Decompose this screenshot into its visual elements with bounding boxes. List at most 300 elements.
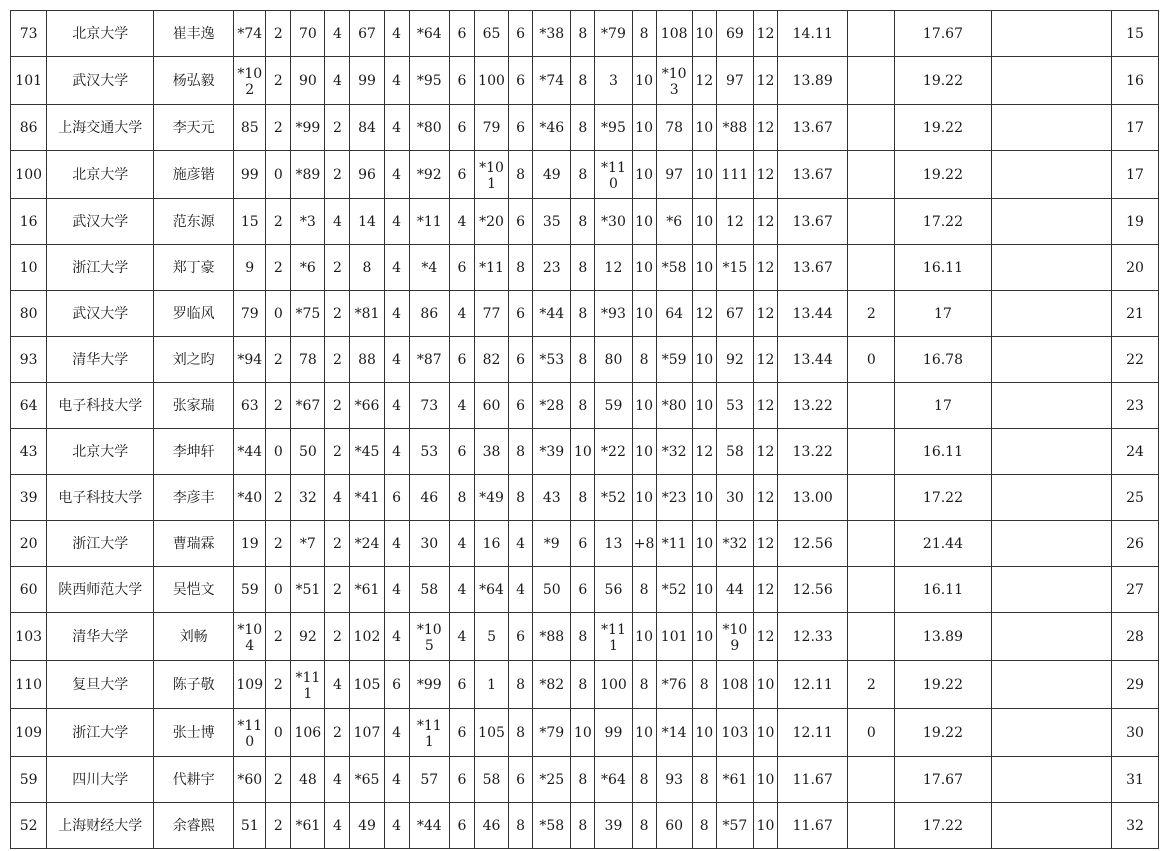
points-cell: *10 2 [234, 57, 266, 105]
value-cell: 6 [509, 613, 533, 661]
points-cell: 65 [474, 11, 508, 57]
university-cell: 北京大学 [47, 429, 154, 475]
remark-cell [991, 57, 1111, 105]
points-cell: 44 [716, 567, 753, 613]
points-cell: *51 [291, 567, 325, 613]
points-cell: 51 [234, 803, 266, 849]
value-cell: 8 [450, 475, 475, 521]
value-cell: 4 [450, 383, 475, 429]
total-cell: 21.44 [895, 521, 992, 567]
points-cell: 97 [716, 57, 753, 105]
points-cell: *94 [234, 337, 266, 383]
points-cell: 63 [234, 383, 266, 429]
points-cell: 99 [234, 151, 266, 199]
points-cell: 59 [234, 567, 266, 613]
value-cell: 8 [509, 475, 533, 521]
value-cell: 6 [450, 429, 475, 475]
table-row [11, 709, 1159, 757]
table-row [11, 757, 1159, 803]
points-cell: *7 [291, 521, 325, 567]
points-cell: *88 [716, 105, 753, 151]
points-cell: *11 1 [291, 661, 325, 709]
value-cell: 4 [384, 11, 409, 57]
university-cell: 电子科技大学 [47, 475, 154, 521]
seq-cell: 52 [11, 803, 47, 849]
value-cell: 4 [325, 661, 350, 709]
remark-cell [991, 245, 1111, 291]
seq-cell: 100 [11, 151, 47, 199]
points-cell: 101 [656, 613, 692, 661]
points-cell: 58 [409, 567, 449, 613]
value-cell: 10 [754, 757, 778, 803]
rank-cell: 20 [1112, 245, 1159, 291]
value-cell: 8 [632, 567, 656, 613]
total-cell: 17.22 [895, 475, 992, 521]
remark-cell [991, 803, 1111, 849]
value-cell: 4 [450, 521, 475, 567]
university-cell: 陕西师范大学 [47, 567, 154, 613]
points-cell: 50 [533, 567, 571, 613]
points-cell: 93 [656, 757, 692, 803]
points-cell: 8 [350, 245, 384, 291]
name-cell: 郑丁豪 [154, 245, 234, 291]
value-cell: 8 [571, 661, 595, 709]
value-cell: 2 [266, 383, 291, 429]
value-cell: 12 [692, 429, 716, 475]
table-row [11, 383, 1159, 429]
value-cell: 8 [571, 383, 595, 429]
points-cell: 32 [291, 475, 325, 521]
rank-cell: 17 [1112, 105, 1159, 151]
value-cell: 6 [509, 757, 533, 803]
table-row [11, 57, 1159, 105]
rank-cell: 15 [1112, 11, 1159, 57]
points-cell: *74 [533, 57, 571, 105]
remark-cell [991, 11, 1111, 57]
value-cell: 8 [632, 803, 656, 849]
points-cell: *10 3 [656, 57, 692, 105]
tiebreak-cell [848, 429, 895, 475]
score-cell: 13.22 [777, 383, 848, 429]
points-cell: *61 [350, 567, 384, 613]
points-cell: 57 [409, 757, 449, 803]
value-cell: 2 [325, 429, 350, 475]
value-cell: 4 [384, 291, 409, 337]
seq-cell: 60 [11, 567, 47, 613]
score-cell: 12.11 [777, 709, 848, 757]
value-cell: 8 [571, 57, 595, 105]
name-cell: 陈子敬 [154, 661, 234, 709]
value-cell: 2 [266, 199, 291, 245]
points-cell: 100 [474, 57, 508, 105]
remark-cell [991, 383, 1111, 429]
points-cell: *81 [350, 291, 384, 337]
value-cell: 6 [450, 803, 475, 849]
points-cell: 79 [234, 291, 266, 337]
value-cell: 12 [754, 57, 778, 105]
points-cell: 60 [474, 383, 508, 429]
value-cell: 10 [692, 383, 716, 429]
remark-cell [991, 613, 1111, 661]
table-row [11, 567, 1159, 613]
total-cell: 19.22 [895, 151, 992, 199]
value-cell: 6 [450, 11, 475, 57]
points-cell: 48 [291, 757, 325, 803]
points-cell: *64 [474, 567, 508, 613]
tiebreak-cell [848, 199, 895, 245]
rank-cell: 21 [1112, 291, 1159, 337]
points-cell: *49 [474, 475, 508, 521]
score-cell: 12.56 [777, 567, 848, 613]
value-cell: 8 [571, 291, 595, 337]
value-cell: 8 [571, 245, 595, 291]
points-cell: *9 [533, 521, 571, 567]
tiebreak-cell [848, 613, 895, 661]
points-cell: 105 [474, 709, 508, 757]
remark-cell [991, 757, 1111, 803]
tiebreak-cell [848, 105, 895, 151]
name-cell: 张士博 [154, 709, 234, 757]
points-cell: *95 [409, 57, 449, 105]
rank-cell: 19 [1112, 199, 1159, 245]
seq-cell: 64 [11, 383, 47, 429]
seq-cell: 10 [11, 245, 47, 291]
points-cell: 73 [409, 383, 449, 429]
value-cell: 2 [325, 105, 350, 151]
points-cell: *22 [595, 429, 632, 475]
points-cell: 108 [656, 11, 692, 57]
points-cell: 59 [595, 383, 632, 429]
points-cell: 99 [595, 709, 632, 757]
table-row [11, 105, 1159, 151]
points-cell: *61 [291, 803, 325, 849]
tiebreak-cell [848, 521, 895, 567]
seq-cell: 86 [11, 105, 47, 151]
university-cell: 上海交通大学 [47, 105, 154, 151]
value-cell: 12 [754, 567, 778, 613]
value-cell: 10 [692, 567, 716, 613]
value-cell: 4 [509, 521, 533, 567]
points-cell: *76 [656, 661, 692, 709]
value-cell: 12 [754, 429, 778, 475]
value-cell: 0 [266, 567, 291, 613]
points-cell: 12 [716, 199, 753, 245]
points-cell: 92 [291, 613, 325, 661]
points-cell: *39 [533, 429, 571, 475]
remark-cell [991, 567, 1111, 613]
points-cell: 82 [474, 337, 508, 383]
table-row [11, 337, 1159, 383]
name-cell: 李天元 [154, 105, 234, 151]
points-cell: 58 [716, 429, 753, 475]
value-cell: 2 [266, 661, 291, 709]
total-cell: 17.22 [895, 199, 992, 245]
tiebreak-cell: 2 [848, 291, 895, 337]
value-cell: 12 [754, 383, 778, 429]
value-cell: 4 [384, 383, 409, 429]
points-cell: 9 [234, 245, 266, 291]
value-cell: 4 [384, 151, 409, 199]
value-cell: 6 [450, 105, 475, 151]
points-cell: 38 [474, 429, 508, 475]
value-cell: 8 [509, 151, 533, 199]
name-cell: 吴恺文 [154, 567, 234, 613]
points-cell: 109 [234, 661, 266, 709]
points-cell: 46 [409, 475, 449, 521]
points-cell: 96 [350, 151, 384, 199]
value-cell: 4 [384, 199, 409, 245]
value-cell: 4 [384, 105, 409, 151]
score-cell: 11.67 [777, 803, 848, 849]
value-cell: 2 [325, 567, 350, 613]
value-cell: 10 [571, 709, 595, 757]
seq-cell: 110 [11, 661, 47, 709]
value-cell: 4 [384, 709, 409, 757]
points-cell: 102 [350, 613, 384, 661]
tiebreak-cell [848, 245, 895, 291]
seq-cell: 103 [11, 613, 47, 661]
points-cell: *80 [656, 383, 692, 429]
university-cell: 武汉大学 [47, 291, 154, 337]
value-cell: 2 [325, 521, 350, 567]
points-cell: *32 [716, 521, 753, 567]
university-cell: 四川大学 [47, 757, 154, 803]
table-row [11, 803, 1159, 849]
tiebreak-cell [848, 757, 895, 803]
points-cell: *3 [291, 199, 325, 245]
points-cell: *79 [533, 709, 571, 757]
remark-cell [991, 429, 1111, 475]
value-cell: 10 [571, 429, 595, 475]
value-cell: 2 [266, 475, 291, 521]
value-cell: 10 [692, 11, 716, 57]
points-cell: *80 [409, 105, 449, 151]
value-cell: 4 [384, 521, 409, 567]
points-cell: *82 [533, 661, 571, 709]
points-cell: 46 [474, 803, 508, 849]
value-cell: 6 [509, 11, 533, 57]
total-cell: 17 [895, 383, 992, 429]
value-cell: 10 [632, 291, 656, 337]
score-cell: 13.44 [777, 291, 848, 337]
points-cell: 111 [716, 151, 753, 199]
points-cell: 107 [350, 709, 384, 757]
points-cell: *64 [595, 757, 632, 803]
value-cell: 8 [571, 613, 595, 661]
university-cell: 浙江大学 [47, 709, 154, 757]
points-cell: *6 [291, 245, 325, 291]
value-cell: 6 [509, 105, 533, 151]
value-cell: +8 [632, 521, 656, 567]
remark-cell [991, 291, 1111, 337]
value-cell: 6 [509, 337, 533, 383]
name-cell: 曹瑞霖 [154, 521, 234, 567]
points-cell: *75 [291, 291, 325, 337]
value-cell: 10 [692, 245, 716, 291]
points-cell: *24 [350, 521, 384, 567]
university-cell: 电子科技大学 [47, 383, 154, 429]
points-cell: *11 0 [234, 709, 266, 757]
value-cell: 2 [325, 337, 350, 383]
value-cell: 10 [692, 709, 716, 757]
points-cell: *41 [350, 475, 384, 521]
table-row [11, 11, 1159, 57]
value-cell: 10 [692, 151, 716, 199]
points-cell: *74 [234, 11, 266, 57]
value-cell: 12 [754, 613, 778, 661]
total-cell: 19.22 [895, 661, 992, 709]
points-cell: *14 [656, 709, 692, 757]
value-cell: 2 [266, 803, 291, 849]
total-cell: 16.11 [895, 567, 992, 613]
value-cell: 4 [325, 803, 350, 849]
value-cell: 8 [692, 803, 716, 849]
table-row [11, 245, 1159, 291]
value-cell: 12 [754, 105, 778, 151]
value-cell: 10 [632, 105, 656, 151]
points-cell: *4 [409, 245, 449, 291]
value-cell: 4 [384, 567, 409, 613]
value-cell: 6 [450, 245, 475, 291]
value-cell: 8 [571, 105, 595, 151]
points-cell: *52 [595, 475, 632, 521]
points-cell: 77 [474, 291, 508, 337]
value-cell: 8 [509, 429, 533, 475]
rank-cell: 30 [1112, 709, 1159, 757]
value-cell: 0 [266, 291, 291, 337]
table-row [11, 429, 1159, 475]
remark-cell [991, 475, 1111, 521]
total-cell: 19.22 [895, 105, 992, 151]
points-cell: 35 [533, 199, 571, 245]
value-cell: 2 [266, 105, 291, 151]
tiebreak-cell [848, 475, 895, 521]
score-cell: 12.11 [777, 661, 848, 709]
university-cell: 北京大学 [47, 151, 154, 199]
university-cell: 武汉大学 [47, 57, 154, 105]
value-cell: 12 [692, 57, 716, 105]
points-cell: 56 [595, 567, 632, 613]
score-cell: 13.67 [777, 151, 848, 199]
value-cell: 6 [509, 57, 533, 105]
points-cell: 78 [291, 337, 325, 383]
value-cell: 6 [384, 661, 409, 709]
points-cell: *11 [474, 245, 508, 291]
points-cell: 67 [350, 11, 384, 57]
value-cell: 4 [450, 199, 475, 245]
university-cell: 上海财经大学 [47, 803, 154, 849]
points-cell: *79 [595, 11, 632, 57]
university-cell: 浙江大学 [47, 245, 154, 291]
points-cell: 105 [350, 661, 384, 709]
points-cell: 39 [595, 803, 632, 849]
value-cell: 8 [571, 11, 595, 57]
value-cell: 0 [266, 429, 291, 475]
value-cell: 6 [450, 337, 475, 383]
tiebreak-cell [848, 151, 895, 199]
rank-cell: 23 [1112, 383, 1159, 429]
value-cell: 10 [632, 429, 656, 475]
points-cell: 19 [234, 521, 266, 567]
university-cell: 浙江大学 [47, 521, 154, 567]
points-cell: 99 [350, 57, 384, 105]
name-cell: 李坤轩 [154, 429, 234, 475]
points-cell: 67 [716, 291, 753, 337]
points-cell: 80 [595, 337, 632, 383]
rank-cell: 24 [1112, 429, 1159, 475]
points-cell: *10 9 [716, 613, 753, 661]
value-cell: 10 [632, 709, 656, 757]
points-cell: 106 [291, 709, 325, 757]
points-cell: *87 [409, 337, 449, 383]
points-cell: *65 [350, 757, 384, 803]
tiebreak-cell [848, 803, 895, 849]
points-cell: 14 [350, 199, 384, 245]
value-cell: 8 [632, 337, 656, 383]
value-cell: 6 [571, 567, 595, 613]
value-cell: 2 [266, 337, 291, 383]
points-cell: 108 [716, 661, 753, 709]
value-cell: 12 [754, 245, 778, 291]
value-cell: 4 [384, 803, 409, 849]
name-cell: 李彦丰 [154, 475, 234, 521]
name-cell: 杨弘毅 [154, 57, 234, 105]
value-cell: 10 [754, 803, 778, 849]
value-cell: 6 [450, 661, 475, 709]
table-row [11, 661, 1159, 709]
total-cell: 19.22 [895, 57, 992, 105]
rank-cell: 16 [1112, 57, 1159, 105]
total-cell: 17.67 [895, 11, 992, 57]
score-cell: 13.22 [777, 429, 848, 475]
value-cell: 2 [266, 757, 291, 803]
points-cell: 97 [656, 151, 692, 199]
value-cell: 4 [325, 199, 350, 245]
seq-cell: 16 [11, 199, 47, 245]
name-cell: 范东源 [154, 199, 234, 245]
seq-cell: 73 [11, 11, 47, 57]
table-row [11, 521, 1159, 567]
points-cell: *10 1 [474, 151, 508, 199]
value-cell: 2 [266, 245, 291, 291]
value-cell: 6 [509, 383, 533, 429]
score-cell: 14.11 [777, 11, 848, 57]
remark-cell [991, 337, 1111, 383]
points-cell: *11 1 [595, 613, 632, 661]
points-cell: *40 [234, 475, 266, 521]
value-cell: 4 [384, 57, 409, 105]
university-cell: 北京大学 [47, 11, 154, 57]
points-cell: *99 [291, 105, 325, 151]
table-row [11, 291, 1159, 337]
name-cell: 罗临风 [154, 291, 234, 337]
table-row [11, 475, 1159, 521]
remark-cell [991, 151, 1111, 199]
total-cell: 17.22 [895, 803, 992, 849]
points-cell: *57 [716, 803, 753, 849]
points-cell: 43 [533, 475, 571, 521]
points-cell: *20 [474, 199, 508, 245]
points-cell: 60 [656, 803, 692, 849]
points-cell: 23 [533, 245, 571, 291]
points-cell: *89 [291, 151, 325, 199]
value-cell: 8 [571, 199, 595, 245]
value-cell: 8 [632, 661, 656, 709]
points-cell: *44 [409, 803, 449, 849]
seq-cell: 20 [11, 521, 47, 567]
name-cell: 施彦锴 [154, 151, 234, 199]
value-cell: 10 [632, 383, 656, 429]
